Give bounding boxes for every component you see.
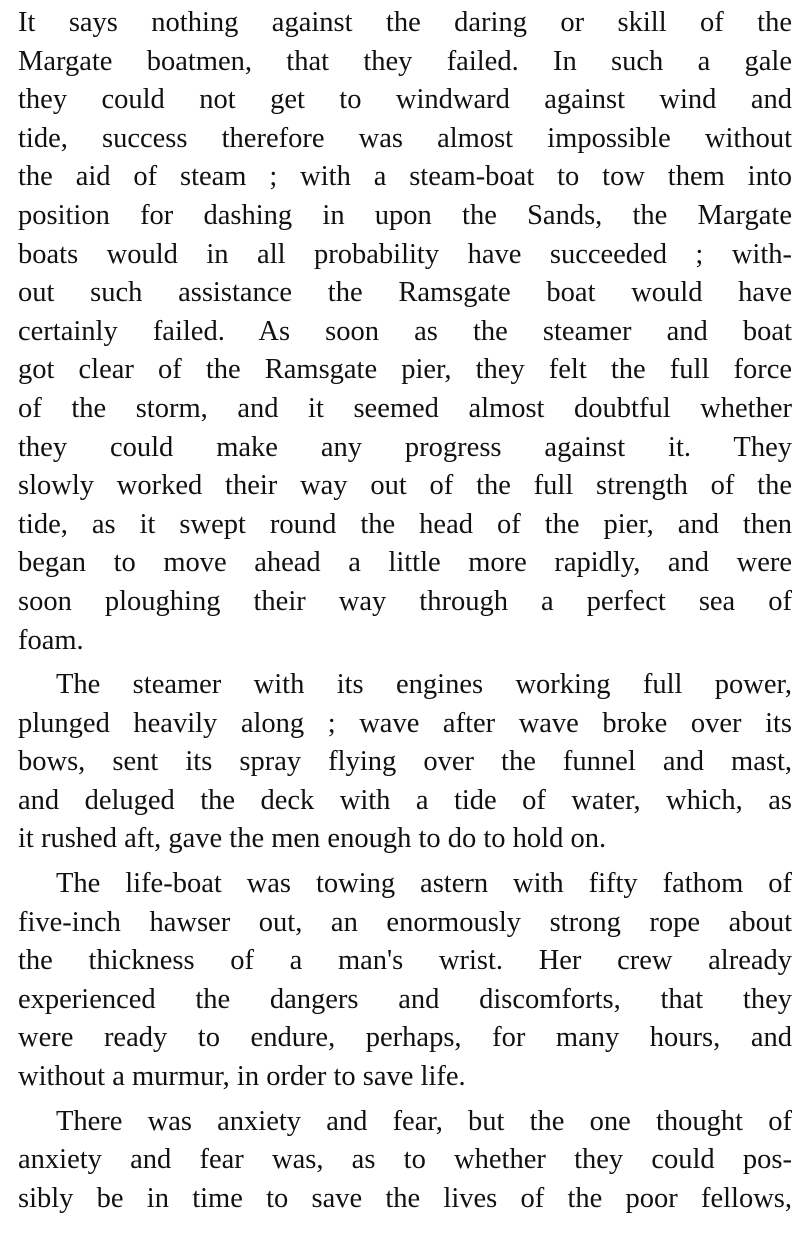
text-line: five-inch hawser out, an enormously strong rope about (18, 906, 792, 938)
text-line: and deluged the deck with a tide of water, which, as (18, 784, 792, 816)
paragraph-2 (18, 666, 792, 859)
text-line: anxiety and fear was, as to whether they could pos- (18, 1144, 792, 1176)
page-text (18, 4, 792, 1218)
text-line: tide, as it swept round the head of the pier, and then (18, 508, 792, 540)
text-line: sibly be in time to save the lives of the poor fellows, (18, 1182, 792, 1214)
text-line: experienced the dangers and discomforts, that they (18, 983, 792, 1015)
text-line: slowly worked their way out of the full strength of the (18, 470, 792, 502)
text-line: without a murmur, in order to save life. (18, 1061, 466, 1093)
text-line: foam. (18, 624, 84, 656)
text-line: tide, success therefore was almost impossible without (18, 122, 792, 154)
text-line: There was anxiety and fear, but the one thought of (56, 1105, 792, 1137)
text-line: boats would in all probability have succeeded ; with- (18, 238, 792, 270)
text-line: It says nothing against the daring or skill of the (18, 7, 792, 38)
text-line: were ready to endure, perhaps, for many hours, and (18, 1022, 792, 1054)
text-line: they could make any progress against it. They (18, 431, 792, 463)
text-line: they could not get to windward against wind and (18, 84, 792, 116)
text-line: the aid of steam ; with a steam-boat to tow them into (18, 161, 792, 193)
text-line: soon ploughing their way through a perfect sea of (18, 585, 792, 617)
text-line: The life-boat was towing astern with fifty fathom of (56, 868, 792, 900)
text-line: got clear of the Ramsgate pier, they felt the full force (18, 354, 792, 386)
text-line: certainly failed. As soon as the steamer and boat (18, 315, 792, 347)
text-line: bows, sent its spray flying over the funnel and mast, (18, 746, 792, 778)
text-line: the thickness of a man's wrist. Her crew already (18, 945, 792, 977)
text-line: The steamer with its engines working full power, (56, 669, 792, 701)
text-line: position for dashing in upon the Sands, the Margate (18, 199, 792, 231)
paragraph-4 (18, 1103, 792, 1219)
paragraph-1 (18, 4, 792, 660)
text-line: plunged heavily along ; wave after wave broke over its (18, 707, 792, 739)
text-line: out such assistance the Ramsgate boat would have (18, 277, 792, 309)
text-line: began to move ahead a little more rapidly, and were (18, 547, 792, 579)
text-line: of the storm, and it seemed almost doubtful whether (18, 392, 792, 424)
text-line: it rushed aft, gave the men enough to do to hold on. (18, 823, 607, 855)
text-line: Margate boatmen, that they failed. In such a gale (18, 45, 792, 77)
paragraph-3 (18, 865, 792, 1097)
